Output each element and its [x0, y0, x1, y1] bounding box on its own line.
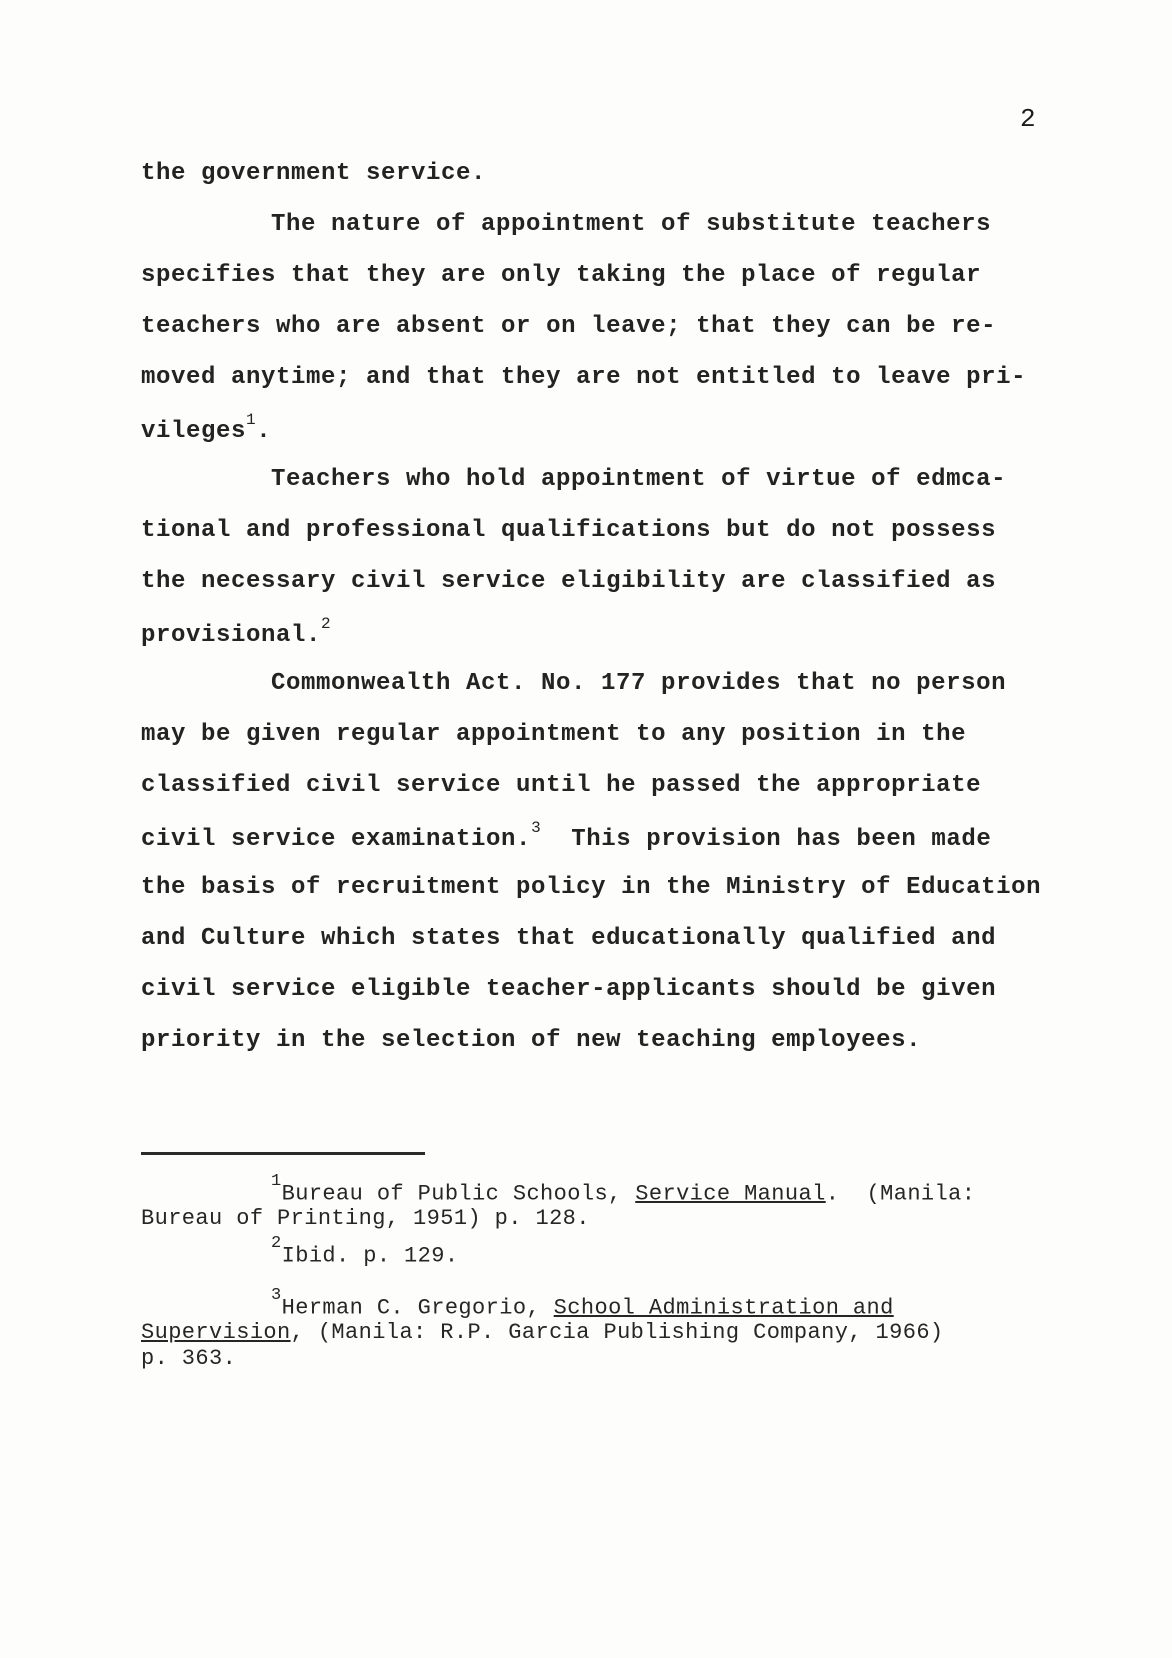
- footnote-text: . (Manila:: [825, 1181, 976, 1207]
- footnote-text: Bureau of Public Schools,: [281, 1181, 636, 1207]
- footnote-text: Herman C. Gregorio,: [281, 1295, 554, 1321]
- body-text: .: [256, 418, 272, 445]
- body-line: The nature of appointment of substitute teachers: [271, 211, 992, 238]
- body-line: Teachers who hold appointment of virtue of edmca-: [271, 466, 1007, 493]
- footnote-number: 2: [271, 1234, 282, 1253]
- footnote-number: 3: [271, 1286, 282, 1305]
- footnote-1-continued: Bureau of Printing, 1951) p. 128.: [141, 1206, 590, 1231]
- footnote-text: Ibid. p. 129.: [281, 1243, 459, 1269]
- footnote-ref: 1: [246, 411, 257, 429]
- body-text: This provision has been made: [571, 826, 992, 853]
- footnote-separator: [141, 1152, 425, 1155]
- footnote-3: [271, 1286, 894, 1321]
- footnote-text: , (Manila: R.P. Garcia Publishing Company, 1966): [290, 1320, 944, 1345]
- body-line: the basis of recruitment policy in the Ministry of Education: [141, 874, 1042, 901]
- footnote-ref: 2: [321, 615, 332, 633]
- body-line: the necessary civil service eligibility are classified as: [141, 568, 997, 595]
- footnote-title: School Administration and: [553, 1295, 894, 1321]
- body-line: and Culture which states that educationally qualified and: [141, 925, 997, 952]
- footnote-2: [271, 1234, 459, 1269]
- body-text: provisional.: [141, 622, 322, 649]
- body-line: classified civil service until he passed the appropriate: [141, 772, 982, 799]
- body-line: specifies that they are only taking the place of regular: [141, 262, 982, 289]
- footnote-1: [271, 1172, 976, 1207]
- footnote-ref: 3: [531, 819, 542, 837]
- footnote-3-page: p. 363.: [141, 1346, 237, 1371]
- body-line: Commonwealth Act. No. 177 provides that no person: [271, 670, 1007, 697]
- body-line: tional and professional qualifications but do not possess: [141, 517, 997, 544]
- body-line: teachers who are absent or on leave; that they can be re-: [141, 313, 997, 340]
- body-text: civil service examination.: [141, 826, 532, 853]
- footnote-title: Supervision: [141, 1320, 291, 1345]
- body-text: vileges: [141, 418, 247, 445]
- body-line: may be given regular appointment to any position in the: [141, 721, 967, 748]
- body-line: priority in the selection of new teaching employees.: [141, 1027, 922, 1054]
- footnote-title: Service Manual: [635, 1181, 826, 1207]
- body-line-with-ref: [141, 819, 992, 853]
- body-line: moved anytime; and that they are not entitled to leave pri-: [141, 364, 1027, 391]
- footnote-number: 1: [271, 1172, 282, 1191]
- body-line: the government service.: [141, 160, 487, 187]
- body-line-with-ref: [141, 411, 272, 445]
- footnote-3-continued: [141, 1320, 944, 1345]
- body-line-with-ref: [141, 615, 332, 649]
- body-line: civil service eligible teacher-applicants should be given: [141, 976, 997, 1003]
- page-number: 2: [1020, 104, 1037, 134]
